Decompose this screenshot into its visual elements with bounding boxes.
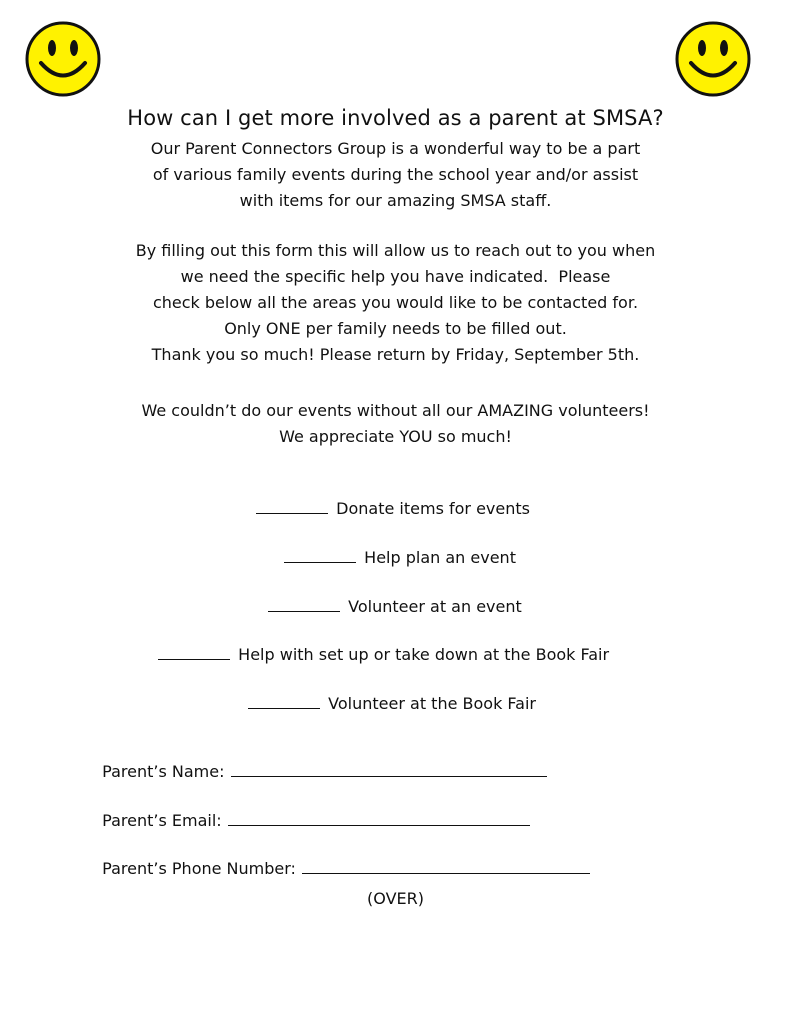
option-blank[interactable] [268, 596, 340, 612]
option-label: Help plan an event [364, 548, 516, 567]
parent-name-field[interactable] [92, 739, 547, 783]
parent-email-label: Parent’s Email: [102, 811, 222, 830]
parent-name-label: Parent’s Name: [102, 762, 225, 781]
parent-email-field[interactable] [92, 788, 530, 832]
option-volunteer-event[interactable] [258, 574, 522, 618]
over-note: (OVER) [367, 889, 424, 908]
intro-line: Our Parent Connectors Group is a wonderful way to be a part [150, 139, 641, 158]
parent-name-input-line[interactable] [231, 761, 547, 777]
smiley-face-icon [674, 20, 752, 98]
parent-phone-label: Parent’s Phone Number: [102, 859, 296, 878]
parent-phone-input-line[interactable] [302, 858, 590, 874]
intro-line: of various family events during the school year and/or assist [152, 165, 639, 184]
appreciation-paragraph [0, 398, 791, 450]
option-label: Help with set up or take down at the Book Fair [238, 645, 610, 664]
appreciation-line: We couldn’t do our events without all our AMAZING volunteers! [141, 401, 650, 420]
option-blank[interactable] [256, 498, 328, 514]
smiley-face-icon [24, 20, 102, 98]
option-book-fair-setup[interactable] [148, 622, 609, 666]
appreciation-line: We appreciate YOU so much! [279, 427, 512, 446]
instructions-paragraph [0, 238, 791, 368]
option-label: Volunteer at the Book Fair [328, 694, 536, 713]
option-blank[interactable] [248, 693, 320, 709]
option-blank[interactable] [158, 644, 230, 660]
option-label: Donate items for events [336, 499, 530, 518]
option-book-fair-volunteer[interactable] [238, 671, 536, 715]
parent-phone-field[interactable] [92, 836, 590, 880]
option-label: Volunteer at an event [348, 597, 522, 616]
option-help-plan[interactable] [274, 525, 516, 569]
intro-paragraph [0, 136, 791, 214]
page-title: How can I get more involved as a parent at SMSA? [127, 106, 664, 130]
option-donate-items[interactable] [246, 476, 530, 520]
intro-line: with items for our amazing SMSA staff. [239, 191, 552, 210]
parent-email-input-line[interactable] [228, 810, 530, 826]
instructions-line: Only ONE per family needs to be filled out. [224, 319, 567, 338]
instructions-line: By filling out this form this will allow us to reach out to you when [135, 241, 656, 260]
instructions-line: Thank you so much! Please return by Friday, September 5th. [151, 345, 640, 364]
option-blank[interactable] [284, 547, 356, 563]
instructions-line: check below all the areas you would like to be contacted for. [152, 293, 639, 312]
instructions-line: we need the specific help you have indicated. Please [180, 267, 611, 286]
